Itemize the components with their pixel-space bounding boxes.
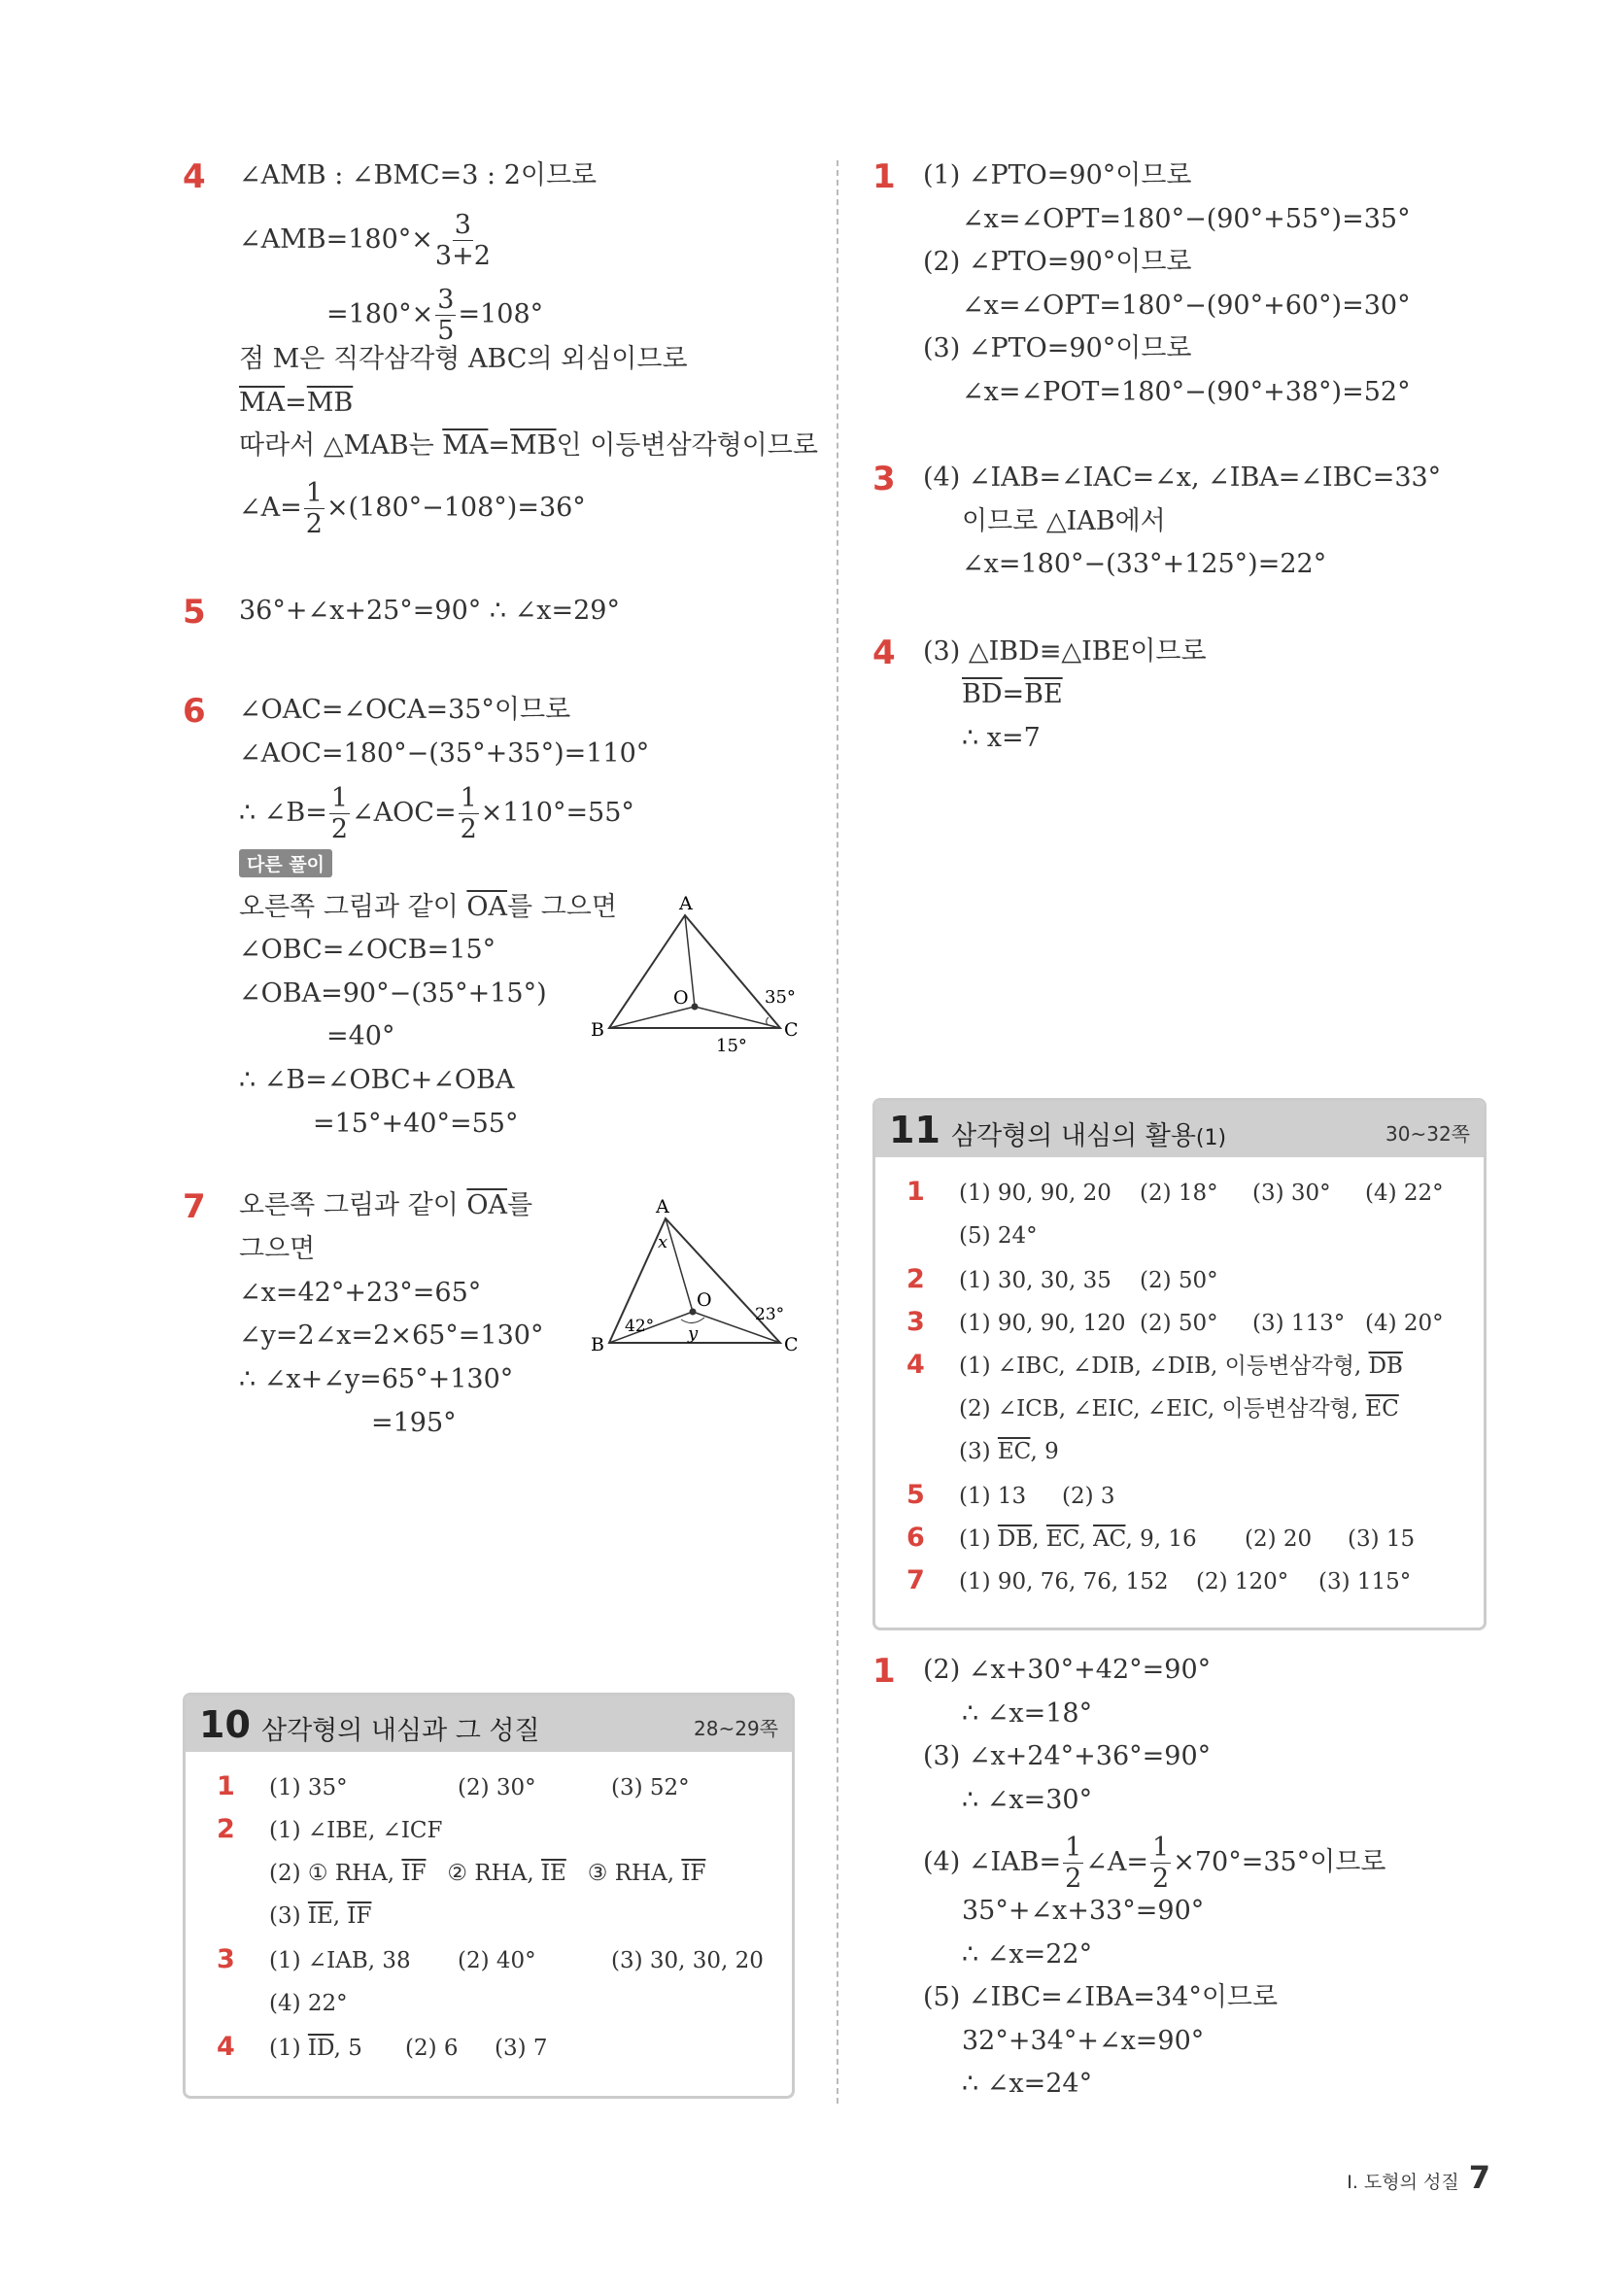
- rp3-line-1: (4) ∠IAB=∠IAC=∠x, ∠IBA=∠IBC=33°: [923, 463, 1442, 493]
- problem-number-r4: 4: [872, 634, 896, 672]
- fig6-label-o: O: [673, 987, 689, 1009]
- box11-r1a: (1) 90, 90, 20: [959, 1181, 1111, 1206]
- q1-line-10: ∴ ∠x=24°: [962, 2069, 1093, 2099]
- box10-item-1: 1: [217, 1771, 235, 1801]
- fig7-label-y: y: [688, 1323, 699, 1344]
- p6-line-6: ∠OBA=90°−(35°+15°): [239, 978, 547, 1009]
- box11-r2a: (1) 30, 30, 35: [959, 1268, 1111, 1293]
- section-box-10: [183, 1693, 795, 2099]
- box11-r7b: (2) 120°: [1196, 1569, 1289, 1594]
- q1-line-5: (4) ∠IAB= $\frac{1}{2}$ ∠A= $\frac{1}{2}$ ×70°=35°이므로: [923, 1833, 1386, 1894]
- p4-line-4: 점 M은 직각삼각형 ABC의 외심이므로: [239, 344, 688, 374]
- box-10-number: 10: [199, 1703, 251, 1746]
- p4-line-7: ∠A= $\frac{1}{2}$ ×(180°−108°)=36°: [239, 478, 586, 539]
- problem-number-q1: 1: [872, 1652, 896, 1691]
- p5-line-1: 36°+∠x+25°=90° ∴ ∠x=29°: [239, 596, 620, 626]
- rp4-line-3: ∴ x=7: [962, 723, 1041, 753]
- fig6-angle-15: 15°: [716, 1036, 747, 1056]
- p4-line-1: ∠AMB : ∠BMC=3 : 2이므로: [239, 160, 598, 190]
- page-footer: [1347, 2159, 1490, 2196]
- box11-r5a: (1) 13: [959, 1484, 1027, 1509]
- box-11-pages: 30~32쪽: [1385, 1122, 1470, 1146]
- q1-line-2: ∴ ∠x=18°: [962, 1698, 1093, 1729]
- q1-line-4: ∴ ∠x=30°: [962, 1785, 1093, 1815]
- p4-line-5: $\overline{MA}=\overline{MB}$: [239, 388, 354, 418]
- box11-r3b: (2) 50°: [1140, 1311, 1218, 1336]
- q1-line-8: (5) ∠IBC=∠IBA=34°이므로: [923, 1982, 1279, 2012]
- box11-r7c: (3) 115°: [1318, 1569, 1412, 1594]
- box11-r6a: (1) $\overline{DB}$, $\overline{EC}$, $\overline{AC}$, 9, 16: [959, 1526, 1197, 1552]
- box-11-title-suffix: (1): [1195, 1126, 1227, 1150]
- box10-r4a: (1) $\overline{ID}$, 5: [269, 2036, 362, 2061]
- box11-r4a: (1) ∠IBC, ∠DIB, ∠DIB, 이등변삼각형, $\overline{DB}$: [959, 1354, 1403, 1379]
- p6-line-4: 오른쪽 그림과 같이 $\overline{OA}$를 그으면: [239, 892, 617, 922]
- fig7-angle-23: 23°: [755, 1305, 785, 1324]
- section-box-11: [872, 1098, 1487, 1630]
- box11-r1b: (2) 18°: [1140, 1181, 1218, 1206]
- p4-line-6: 따라서 △MAB는 $\overline{MA}=\overline{MB}$인 이등변삼각형이므로: [239, 430, 818, 461]
- q1-line-7: ∴ ∠x=22°: [962, 1939, 1093, 1970]
- p4-line-3: =180°× $\frac{3}{5}$ =108°: [326, 285, 544, 346]
- p7-line-2: 그으면: [239, 1234, 316, 1264]
- box-10-header: [186, 1696, 792, 1752]
- box10-r1c: (3) 52°: [611, 1775, 690, 1800]
- box-11-header: [875, 1101, 1484, 1157]
- problem-number-4: 4: [183, 157, 206, 196]
- box11-item-1: 1: [906, 1177, 925, 1207]
- rp4-line-1: (3) △IBD≡△IBE이므로: [923, 636, 1207, 667]
- box11-r4c: (3) $\overline{EC}$, 9: [959, 1439, 1059, 1464]
- p6-line-2: ∠AOC=180°−(35°+35°)=110°: [239, 738, 650, 769]
- box11-r1d: (4) 22°: [1365, 1181, 1444, 1206]
- box11-item-7: 7: [906, 1565, 925, 1595]
- box10-r2b: (2) ① RHA, $\overline{IF}$ ② RHA, $\overline{IE}$ ③ RHA, $\overline{IF}$: [269, 1861, 706, 1886]
- box11-r7a: (1) 90, 76, 76, 152: [959, 1569, 1169, 1594]
- column-divider: [837, 160, 838, 2104]
- footer-section: Ⅰ. 도형의 성질: [1347, 2172, 1459, 2193]
- fig6-angle-35: 35°: [765, 987, 796, 1008]
- box11-r6b: (2) 20: [1245, 1526, 1313, 1552]
- problem-number-r1: 1: [872, 157, 896, 196]
- fig7-label-b: B: [591, 1334, 604, 1355]
- rp1-line-1: (1) ∠PTO=90°이므로: [923, 160, 1192, 190]
- q1-line-6: 35°+∠x+33°=90°: [962, 1896, 1205, 1926]
- box10-r1b: (2) 30°: [458, 1775, 536, 1800]
- alt-solution-badge: 다른 풀이: [239, 849, 332, 877]
- p7-line-6: =195°: [371, 1408, 457, 1438]
- box10-r1a: (1) 35°: [269, 1775, 348, 1800]
- box10-r3b: (2) 40°: [458, 1948, 536, 1973]
- q1-line-9: 32°+34°+∠x=90°: [962, 2026, 1205, 2056]
- box10-r3d: (4) 22°: [269, 1991, 348, 2016]
- box11-r5b: (2) 3: [1062, 1484, 1115, 1509]
- fig7-label-c: C: [784, 1334, 799, 1355]
- rp1-line-4: ∠x=∠OPT=180°−(90°+60°)=30°: [962, 291, 1411, 321]
- box10-item-4: 4: [217, 2032, 235, 2062]
- p7-line-5: ∴ ∠x+∠y=65°+130°: [239, 1364, 514, 1394]
- box11-r3d: (4) 20°: [1365, 1311, 1444, 1336]
- box11-item-6: 6: [906, 1523, 925, 1553]
- box-10-pages: 28~29쪽: [694, 1717, 778, 1740]
- box11-r1c: (3) 30°: [1252, 1181, 1331, 1206]
- fig6-label-b: B: [591, 1019, 604, 1041]
- box11-item-3: 3: [906, 1307, 925, 1337]
- box11-r2b: (2) 50°: [1140, 1268, 1218, 1293]
- p7-line-1: 오른쪽 그림과 같이 $\overline{OA}$를: [239, 1190, 533, 1220]
- fig7-label-o: O: [697, 1289, 712, 1311]
- fig7-label-x: x: [658, 1232, 668, 1252]
- q1-line-1: (2) ∠x+30°+42°=90°: [923, 1655, 1212, 1685]
- rp1-line-5: (3) ∠PTO=90°이므로: [923, 333, 1192, 363]
- p6-line-7: =40°: [326, 1021, 395, 1051]
- q1-line-3: (3) ∠x+24°+36°=90°: [923, 1741, 1212, 1771]
- box11-item-5: 5: [906, 1480, 925, 1510]
- fig6-label-c: C: [784, 1019, 799, 1041]
- box-10-title: 삼각형의 내심과 그 성질: [261, 1716, 540, 1746]
- box11-r3c: (3) 113°: [1252, 1311, 1346, 1336]
- box10-r3a: (1) ∠IAB, 38: [269, 1948, 411, 1973]
- p7-line-4: ∠y=2∠x=2×65°=130°: [239, 1320, 544, 1351]
- box-11-title: 삼각형의 내심의 활용(1): [951, 1121, 1227, 1151]
- rp1-line-2: ∠x=∠OPT=180°−(90°+55°)=35°: [962, 204, 1411, 234]
- problem-number-7: 7: [183, 1187, 206, 1226]
- problem-number-6: 6: [183, 692, 206, 731]
- problem-number-r3: 3: [872, 460, 896, 498]
- triangle-figure-7: [588, 1197, 802, 1367]
- box10-r2a: (1) ∠IBE, ∠ICF: [269, 1818, 443, 1843]
- box10-r4c: (3) 7: [495, 2036, 548, 2061]
- p6-line-8: ∴ ∠B=∠OBC+∠OBA: [239, 1065, 515, 1095]
- fig7-angle-42: 42°: [625, 1317, 655, 1336]
- box10-r3c: (3) 30, 30, 20: [611, 1948, 764, 1973]
- rp4-line-2: $\overline{BD}=\overline{BE}$: [962, 679, 1063, 709]
- p6-line-3: ∴ ∠B= $\frac{1}{2}$ ∠AOC= $\frac{1}{2}$ ×110°=55°: [239, 783, 634, 844]
- box10-r2c: (3) $\overline{IE}$, $\overline{IF}$: [269, 1903, 372, 1929]
- p6-line-5: ∠OBC=∠OCB=15°: [239, 935, 496, 965]
- box11-item-2: 2: [906, 1264, 925, 1294]
- box10-item-3: 3: [217, 1944, 235, 1974]
- box-11-number: 11: [889, 1109, 940, 1151]
- box11-r4b: (2) ∠ICB, ∠EIC, ∠EIC, 이등변삼각형, $\overline{EC}$: [959, 1396, 1399, 1422]
- box11-r1e: (5) 24°: [959, 1223, 1038, 1249]
- box11-item-4: 4: [906, 1350, 925, 1380]
- box11-r6c: (3) 15: [1348, 1526, 1416, 1552]
- rp1-line-3: (2) ∠PTO=90°이므로: [923, 247, 1192, 277]
- p7-line-3: ∠x=42°+23°=65°: [239, 1278, 482, 1308]
- p4-line-2: ∠AMB=180°× $\frac{3}{3+2}$: [239, 210, 491, 271]
- p6-line-9: =15°+40°=55°: [313, 1109, 519, 1139]
- triangle-figure-6: [588, 894, 802, 1059]
- fig7-label-a: A: [656, 1197, 669, 1217]
- box10-r4b: (2) 6: [405, 2036, 459, 2061]
- rp3-line-3: ∠x=180°−(33°+125°)=22°: [962, 549, 1327, 579]
- rp3-line-2: 이므로 △IAB에서: [962, 506, 1166, 536]
- page-number: 7: [1468, 2159, 1490, 2196]
- fig6-label-a: A: [679, 894, 693, 914]
- box11-r3a: (1) 90, 90, 120: [959, 1311, 1126, 1336]
- box10-item-2: 2: [217, 1814, 235, 1844]
- problem-number-5: 5: [183, 593, 206, 632]
- rp1-line-6: ∠x=∠POT=180°−(90°+38°)=52°: [962, 377, 1411, 407]
- p6-line-1: ∠OAC=∠OCA=35°이므로: [239, 695, 571, 725]
